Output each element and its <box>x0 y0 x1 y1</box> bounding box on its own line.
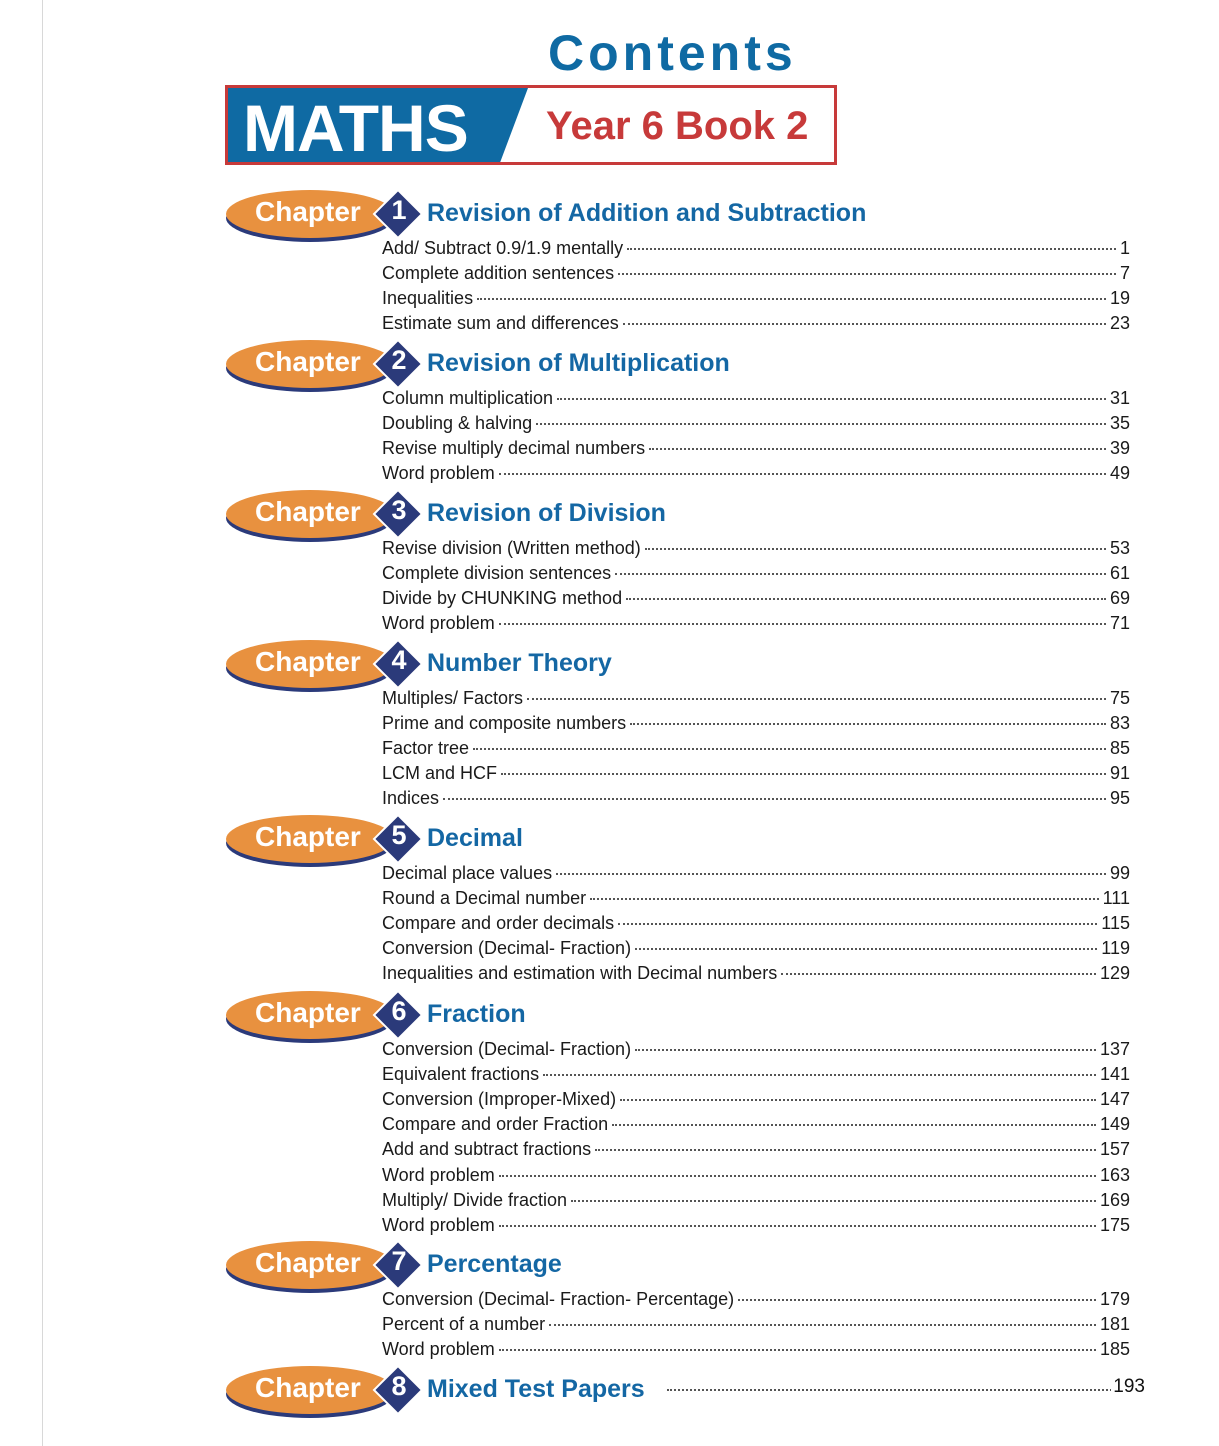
lesson-title: LCM and HCF <box>382 763 498 784</box>
chapter-number: 7 <box>391 1246 407 1276</box>
toc-entry[interactable] <box>382 563 1130 588</box>
lesson-page-number: 175 <box>1099 1214 1130 1235</box>
chapter-word: Chapter <box>255 1247 361 1278</box>
chapter-title[interactable]: Number Theory <box>427 649 612 677</box>
lesson-title: Complete division sentences <box>382 563 612 584</box>
dot-leader <box>667 1389 1143 1391</box>
toc-entry[interactable] <box>382 1289 1130 1314</box>
lesson-title: Percent of a number <box>382 1314 546 1335</box>
dot-leader <box>626 598 1106 600</box>
lesson-title: Inequalities <box>382 288 474 309</box>
toc-entry[interactable] <box>382 288 1130 313</box>
dot-leader <box>645 548 1106 550</box>
dot-leader <box>543 1074 1096 1076</box>
dot-leader <box>556 873 1106 875</box>
toc-entry[interactable] <box>382 763 1130 788</box>
lesson-title: Add and subtract fractions <box>382 1139 592 1160</box>
page-title: Contents <box>548 25 797 81</box>
lesson-title: Add/ Subtract 0.9/1.9 mentally <box>382 238 624 258</box>
lesson-page-number: 85 <box>1109 738 1130 759</box>
dot-leader <box>620 1099 1096 1101</box>
dot-leader <box>627 248 1116 250</box>
toc-entry[interactable] <box>382 313 1130 338</box>
lesson-page-number: 115 <box>1101 913 1130 934</box>
chapter-heading <box>225 487 1145 543</box>
lesson-page-number: 39 <box>1109 438 1130 459</box>
chapter-word: Chapter <box>255 997 361 1028</box>
lesson-page-number: 91 <box>1109 763 1130 784</box>
chapter-title[interactable]: Revision of Addition and Subtraction <box>427 199 867 227</box>
dot-leader <box>618 273 1116 275</box>
lesson-page-number: 75 <box>1109 688 1130 708</box>
lesson-page-number: 157 <box>1099 1139 1130 1160</box>
lesson-title: Column multiplication <box>382 388 554 408</box>
lesson-page-number: 111 <box>1102 888 1130 909</box>
toc-entry[interactable] <box>382 413 1130 438</box>
lesson-title: Round a Decimal number <box>382 888 587 909</box>
dot-leader <box>618 923 1097 925</box>
lesson-page-number: 129 <box>1099 963 1130 984</box>
dot-leader <box>557 398 1106 400</box>
toc-entry[interactable] <box>382 1339 1130 1364</box>
dot-leader <box>499 623 1106 625</box>
lesson-page-number: 95 <box>1109 788 1130 809</box>
lesson-page-number: 149 <box>1099 1114 1130 1135</box>
lesson-title: Multiples/ Factors <box>382 688 524 708</box>
lesson-title: Conversion (Decimal- Fraction- Percentage) <box>382 1289 735 1309</box>
dot-leader <box>501 773 1106 775</box>
chapter-title[interactable]: Decimal <box>427 824 523 852</box>
lesson-title: Word problem <box>382 1164 495 1185</box>
lesson-title: Conversion (Decimal- Fraction) <box>382 1039 632 1059</box>
chapter-word: Chapter <box>255 346 361 377</box>
toc-entry[interactable] <box>382 1064 1130 1089</box>
lesson-page-number: 141 <box>1099 1064 1130 1085</box>
dot-leader <box>623 323 1106 325</box>
lesson-page-number: 185 <box>1099 1339 1130 1360</box>
lesson-title: Prime and composite numbers <box>382 713 627 734</box>
lesson-page-number: 71 <box>1109 613 1130 634</box>
dot-leader <box>527 698 1106 700</box>
chapter-heading <box>225 1238 1145 1294</box>
lesson-page-number: 147 <box>1099 1089 1130 1110</box>
toc-entry[interactable] <box>382 1314 1130 1339</box>
toc-entry[interactable] <box>382 938 1130 963</box>
lesson-title: Revise division (Written method) <box>382 538 641 558</box>
toc-entry[interactable] <box>382 263 1130 288</box>
lesson-title: Decimal place values <box>382 863 553 883</box>
chapter-heading <box>225 1363 1145 1419</box>
lesson-page-number: 7 <box>1119 263 1130 284</box>
chapter-number: 2 <box>391 345 407 375</box>
lesson-page-number: 83 <box>1109 713 1130 734</box>
lesson-title: Revise multiply decimal numbers <box>382 438 646 459</box>
chapter-word: Chapter <box>255 196 361 227</box>
lesson-title: Word problem <box>382 463 495 484</box>
book-label: Year 6 Book 2 <box>546 104 809 148</box>
dot-leader <box>738 1299 1096 1301</box>
lesson-page-number: 23 <box>1109 313 1130 334</box>
lesson-page-number: 119 <box>1101 938 1130 959</box>
lesson-page-number: 163 <box>1099 1164 1130 1185</box>
dot-leader <box>595 1149 1096 1151</box>
toc-entry[interactable] <box>382 1089 1130 1114</box>
toc-entry[interactable] <box>382 1114 1130 1139</box>
chapter-word: Chapter <box>255 496 361 527</box>
toc-entry[interactable] <box>382 688 1130 713</box>
chapter-title[interactable]: Mixed Test Papers <box>427 1375 645 1403</box>
chapter-heading <box>225 337 1145 393</box>
dot-leader <box>549 1324 1096 1326</box>
lesson-title: Factor tree <box>382 738 470 759</box>
chapter-number: 3 <box>391 495 407 525</box>
lesson-title: Word problem <box>382 1214 495 1235</box>
chapter-word: Chapter <box>255 821 361 852</box>
dot-leader <box>536 423 1106 425</box>
lesson-title: Compare and order decimals <box>382 913 615 934</box>
toc-entry[interactable] <box>382 588 1130 613</box>
chapter-title[interactable]: Revision of Division <box>427 499 666 527</box>
lesson-title: Divide by CHUNKING method <box>382 588 623 609</box>
dot-leader <box>635 948 1097 950</box>
chapter-title[interactable]: Percentage <box>427 1250 562 1278</box>
toc-entry[interactable] <box>382 538 1130 563</box>
chapter-number: 4 <box>391 645 407 675</box>
lesson-page-number: 69 <box>1109 588 1130 609</box>
book-banner <box>225 85 837 165</box>
lesson-page-number: 61 <box>1109 563 1130 584</box>
toc-entry[interactable] <box>382 388 1130 413</box>
lesson-page-number: 169 <box>1099 1189 1130 1210</box>
toc-entry[interactable] <box>382 1039 1130 1064</box>
lesson-title: Word problem <box>382 613 495 634</box>
chapter-heading <box>225 812 1145 868</box>
lesson-title: Estimate sum and differences <box>382 313 619 334</box>
toc-entry[interactable] <box>382 738 1130 763</box>
dot-leader <box>615 573 1106 575</box>
chapter-page-number: 193 <box>1113 1376 1145 1397</box>
dot-leader <box>571 1200 1096 1202</box>
toc-entry[interactable] <box>382 888 1130 913</box>
dot-leader <box>499 473 1106 475</box>
dot-leader <box>499 1175 1096 1177</box>
lesson-page-number: 179 <box>1099 1289 1130 1309</box>
lesson-title: Indices <box>382 788 440 809</box>
chapter-number: 1 <box>391 195 407 225</box>
toc-entry[interactable] <box>382 863 1130 888</box>
chapter-number: 5 <box>391 820 407 850</box>
page-margin-rule <box>42 0 43 1446</box>
chapter-word: Chapter <box>255 646 361 677</box>
lesson-title: Inequalities and estimation with Decimal numbers <box>382 963 778 984</box>
dot-leader <box>499 1349 1096 1351</box>
toc-entry[interactable] <box>382 963 1130 988</box>
toc-entry[interactable] <box>382 1215 1130 1240</box>
dot-leader <box>590 898 1099 900</box>
lesson-page-number: 99 <box>1109 863 1130 883</box>
subject-label: MATHS <box>243 91 468 165</box>
lesson-title: Complete addition sentences <box>382 263 615 284</box>
lesson-page-number: 1 <box>1119 238 1130 258</box>
lesson-page-number: 53 <box>1109 538 1130 558</box>
toc-entry[interactable] <box>382 913 1130 938</box>
chapter-word: Chapter <box>255 1372 361 1403</box>
toc-entry[interactable] <box>382 713 1130 738</box>
toc-entry[interactable] <box>382 1165 1130 1190</box>
lesson-page-number: 35 <box>1109 413 1130 434</box>
chapter-heading <box>225 637 1145 693</box>
toc-entry[interactable] <box>382 788 1130 813</box>
toc-entry[interactable] <box>382 1139 1130 1164</box>
chapter-heading <box>225 988 1145 1044</box>
chapter-title[interactable]: Revision of Multiplication <box>427 349 730 377</box>
dot-leader <box>781 973 1096 975</box>
toc-entry[interactable] <box>382 463 1130 488</box>
lesson-page-number: 31 <box>1109 388 1130 408</box>
lesson-page-number: 181 <box>1099 1314 1130 1335</box>
dot-leader <box>635 1049 1096 1051</box>
chapter-number: 8 <box>391 1371 407 1401</box>
chapter-heading <box>225 187 1145 243</box>
toc-entry[interactable] <box>382 438 1130 463</box>
lesson-title: Conversion (Improper-Mixed) <box>382 1089 617 1110</box>
dot-leader <box>473 748 1106 750</box>
lesson-title: Compare and order Fraction <box>382 1114 609 1135</box>
dot-leader <box>499 1225 1096 1227</box>
lesson-title: Multiply/ Divide fraction <box>382 1189 568 1210</box>
dot-leader <box>443 798 1106 800</box>
lesson-title: Equivalent fractions <box>382 1064 540 1085</box>
chapter-title[interactable]: Fraction <box>427 1000 526 1028</box>
lesson-page-number: 137 <box>1099 1039 1130 1059</box>
dot-leader <box>630 723 1106 725</box>
toc-entry[interactable] <box>382 613 1130 638</box>
toc-entry[interactable] <box>382 1190 1130 1215</box>
chapter-number: 6 <box>391 996 407 1026</box>
dot-leader <box>477 298 1106 300</box>
dot-leader <box>612 1124 1096 1126</box>
lesson-title: Word problem <box>382 1339 495 1360</box>
lesson-page-number: 49 <box>1109 463 1130 484</box>
lesson-title: Doubling & halving <box>382 413 533 434</box>
dot-leader <box>649 448 1106 450</box>
toc-entry[interactable] <box>382 238 1130 263</box>
lesson-title: Conversion (Decimal- Fraction) <box>382 938 632 959</box>
lesson-page-number: 19 <box>1109 288 1130 309</box>
